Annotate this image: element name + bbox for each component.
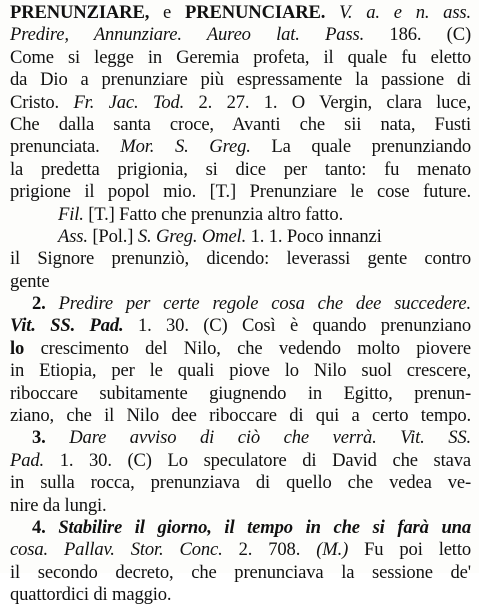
entry-text-segment: Fr. Jac. Tod.	[73, 91, 185, 113]
entry-text-segment: Fu poi letto	[348, 539, 471, 561]
entry-text-segment: Che dalla santa croce, Avanti che sii nata, Fusti	[10, 113, 471, 135]
dictionary-entry-prenunziare	[10, 2, 471, 607]
entry-text-segment	[46, 293, 59, 314]
entry-text-segment: 1. 30. (C) Così è quando prenunziano	[123, 315, 472, 337]
entry-line	[10, 159, 471, 181]
entry-text-segment: [T.] Fatto che prenunzia altro fatto.	[83, 203, 344, 225]
entry-text-segment: Vit. SS. Pad.	[10, 315, 124, 337]
entry-line	[10, 360, 471, 382]
entry-line	[10, 584, 471, 606]
entry-text-segment: 186. (C)	[364, 24, 471, 46]
entry-text-segment: in Etiopia, per le quali piove lo Nilo suol crescere,	[10, 360, 471, 382]
entry-text-segment: 1. 1. Poco innanzi	[246, 225, 382, 247]
entry-line	[10, 69, 471, 91]
entry-text-segment: V. a. e n. ass.	[339, 2, 471, 23]
entry-text-segment: nire da lungi.	[10, 494, 107, 516]
entry-text-segment: Dare avviso di ciò che verrà. Vit. SS.	[69, 427, 471, 449]
entry-line	[10, 92, 471, 114]
entry-line	[10, 271, 471, 293]
entry-text-segment: Predire per certe regole cosa che dee succedere.	[58, 293, 471, 315]
entry-text-segment: 2. 708.	[222, 539, 317, 561]
entry-line	[10, 136, 471, 158]
entry-text-segment: Fil.	[58, 203, 84, 225]
entry-text-segment: in sulla rocca, prenunziava di quello che vedea ve-	[10, 472, 471, 494]
entry-text-segment: la predetta prigionia, si dice per tanto: fu menato	[10, 158, 471, 180]
entry-text-segment	[46, 517, 59, 538]
entry-line	[10, 315, 471, 337]
entry-line	[10, 2, 471, 24]
entry-line	[10, 450, 471, 472]
entry-line	[10, 338, 471, 360]
entry-text-segment: Ass.	[58, 225, 88, 247]
entry-line	[10, 248, 471, 270]
entry-text-segment: il Signore prenunziò, dicendo: leverassi gente contro	[10, 248, 471, 270]
entry-text-segment: lo	[10, 337, 25, 359]
entry-text-segment: cosa. Pallav. Stor. Conc.	[10, 539, 223, 561]
entry-line	[10, 383, 471, 405]
entry-text-segment: S. Greg. Omel.	[137, 225, 247, 247]
entry-text-segment	[46, 427, 70, 448]
entry-text-segment: Come si legge in Geremia profeta, il quale fu eletto	[10, 46, 471, 68]
entry-text-segment: ziano, che il Nilo dee riboccare di qui a certo tempo.	[10, 405, 471, 427]
entry-line	[10, 427, 471, 449]
entry-text-segment: La quale prenunziando	[250, 136, 471, 158]
entry-line	[10, 517, 471, 539]
entry-text-segment: Pad.	[10, 449, 45, 471]
entry-line	[10, 539, 471, 561]
entry-line	[10, 181, 471, 203]
entry-text-segment: PRENUNZIARE,	[10, 2, 150, 23]
entry-text-segment: il secondo decreto, che prenunciava la sessione de'	[10, 561, 471, 583]
entry-text-segment: 2. 27. 1. O Vergin, clara luce,	[184, 91, 471, 113]
entry-text-segment: [Pol.]	[87, 225, 138, 247]
entry-text-segment: Predire, Annunziare. Aureo lat. Pass.	[10, 24, 365, 46]
entry-text-segment: prigione il popol mio. [T.] Prenunziare le cose future.	[10, 181, 471, 203]
entry-text-segment: 2.	[32, 293, 46, 315]
entry-line	[10, 47, 471, 69]
entry-line	[10, 472, 471, 494]
entry-text-segment: 1. 30. (C) Lo speculatore di David che stava	[44, 449, 471, 471]
entry-text-segment: riboccare subitamente giugnendo in Egitto, prenun-	[10, 382, 471, 404]
entry-text-segment: 3.	[32, 427, 46, 449]
entry-line	[10, 114, 471, 136]
entry-line	[10, 204, 471, 226]
entry-text-segment: quattordici di maggio.	[10, 584, 172, 606]
entry-text-segment: Cristo.	[10, 91, 74, 113]
entry-text-segment: gente	[10, 270, 50, 292]
entry-text-segment: da Dio a prenunziare più espressamente la passione di	[10, 69, 471, 91]
entry-text-segment: PRENUNCIARE.	[185, 2, 326, 23]
entry-line	[10, 562, 471, 584]
entry-line	[10, 293, 471, 315]
entry-line	[10, 24, 471, 46]
entry-text-segment: prenunciata.	[10, 136, 121, 158]
entry-line	[10, 405, 471, 427]
entry-text-segment: crescimento del Nilo, che vedendo molto piovere	[24, 337, 471, 359]
entry-text-segment: Mor. S. Greg.	[120, 136, 251, 158]
entry-text-segment: 4.	[32, 516, 46, 538]
entry-text-segment	[325, 2, 339, 23]
entry-line	[10, 226, 471, 248]
entry-text-segment: (M.)	[316, 539, 349, 561]
entry-text-segment: Stabilire il giorno, il tempo in che si farà una	[58, 516, 472, 538]
entry-text-segment: e	[149, 2, 186, 23]
entry-line	[10, 495, 471, 517]
